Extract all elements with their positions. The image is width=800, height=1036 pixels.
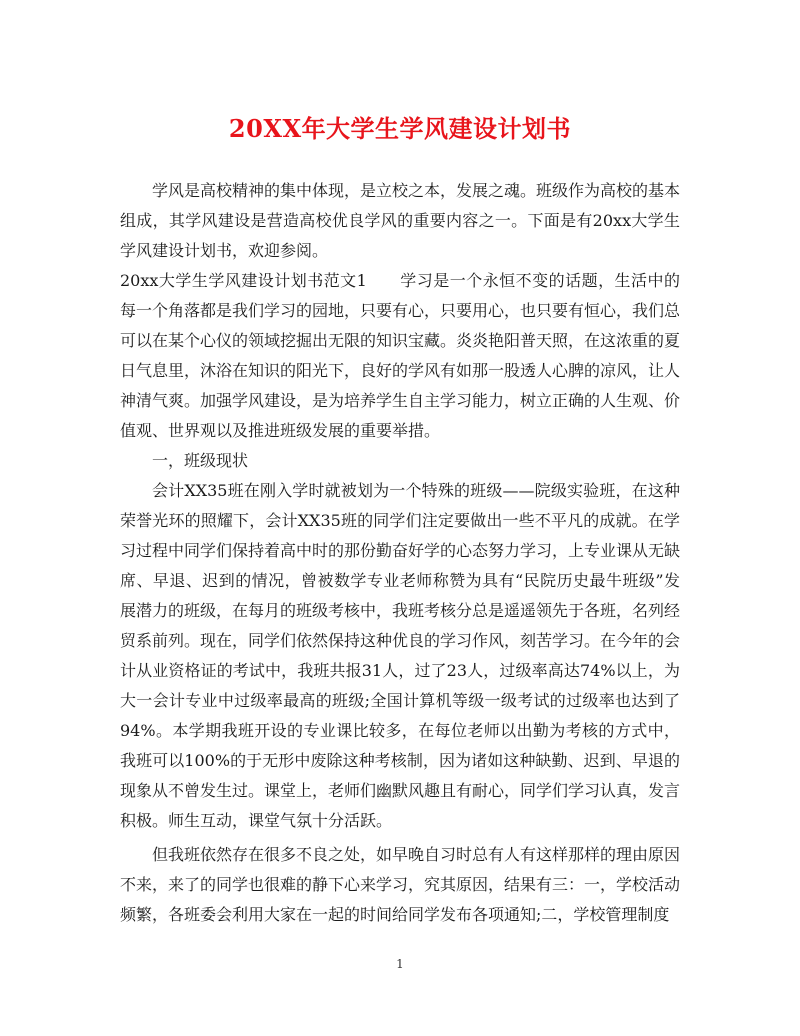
document-title: 20XX年大学生学风建设计划书 [228, 114, 572, 143]
problems-paragraph: 但我班依然存在很多不良之处，如早晚自习时总有人有这样那样的理由原因不来，来了的同学也很难的静下心来学习，究其原因，结果有三：一，学校活动频繁，各班委会利用大家在一起的时间给同学发布各项通知;二，学校管理制度 [120, 845, 681, 924]
section-one-heading: 一，班级现状 [152, 451, 249, 470]
intro-paragraph: 学风是高校精神的集中体现，是立校之本，发展之魂。班级作为高校的基本组成，其学风建设是营造高校优良学风的重要内容之一。下面是有20xx大学生学风建设计划书，欢迎参阅。 [120, 181, 681, 260]
document-body [120, 176, 680, 930]
sample-intro-paragraph: 20xx大学生学风建设计划书范文1 学习是一个永恒不变的话题，生活中的每一个角落都是我们学习的园地，只要有心，只要用心，也只要有恒心，我们总可以在某个心仪的领域挖掘出无限的知识宝藏。炎炎艳阳普天照，在这浓重的夏日气息里，沐浴在知识的阳光下，良好的学风有如那一股透人心脾的凉风，让人神清气爽。加强学风建设，是为培养学生自主学习能力，树立正确的人生观、价值观、世界观以及推进班级发展的重要举措。 [120, 271, 681, 440]
page-number: 1 [396, 957, 404, 971]
section-one-paragraph: 会计XX35班在刚入学时就被划为一个特殊的班级——院级实验班，在这种荣誉光环的照耀下，会计XX35班的同学们注定要做出一些不平凡的成就。在学习过程中同学们保持着高中时的那份勤奋好学的心态努力学习，上专业课从无缺席、早退、迟到的情况，曾被数学专业老师称赞为具有“民院历史最牛班级”发展潜力的班级，在每月的班级考核中，我班考核分总是遥遥领先于各班，名列经贸系前列。现在，同学们依然保持这种优良的学习作风，刻苦学习。在今年的会计从业资格证的考试中，我班共报31人，过了23人，过级率高达74%以上，为大一会计专业中过级率最高的班级;全国计算机等级一级考试的过级率也达到了94%。本学期我班开设的专业课比较多，在每位老师以出勤为考核的方式中，我班可以100%的于无形中废除这种考核制，因为诸如这种缺勤、迟到、早退的现象从不曾发生过。课堂上，老师们幽默风趣且有耐心，同学们学习认真，发言积极。师生互动，课堂气氛十分活跃。 [120, 481, 681, 830]
